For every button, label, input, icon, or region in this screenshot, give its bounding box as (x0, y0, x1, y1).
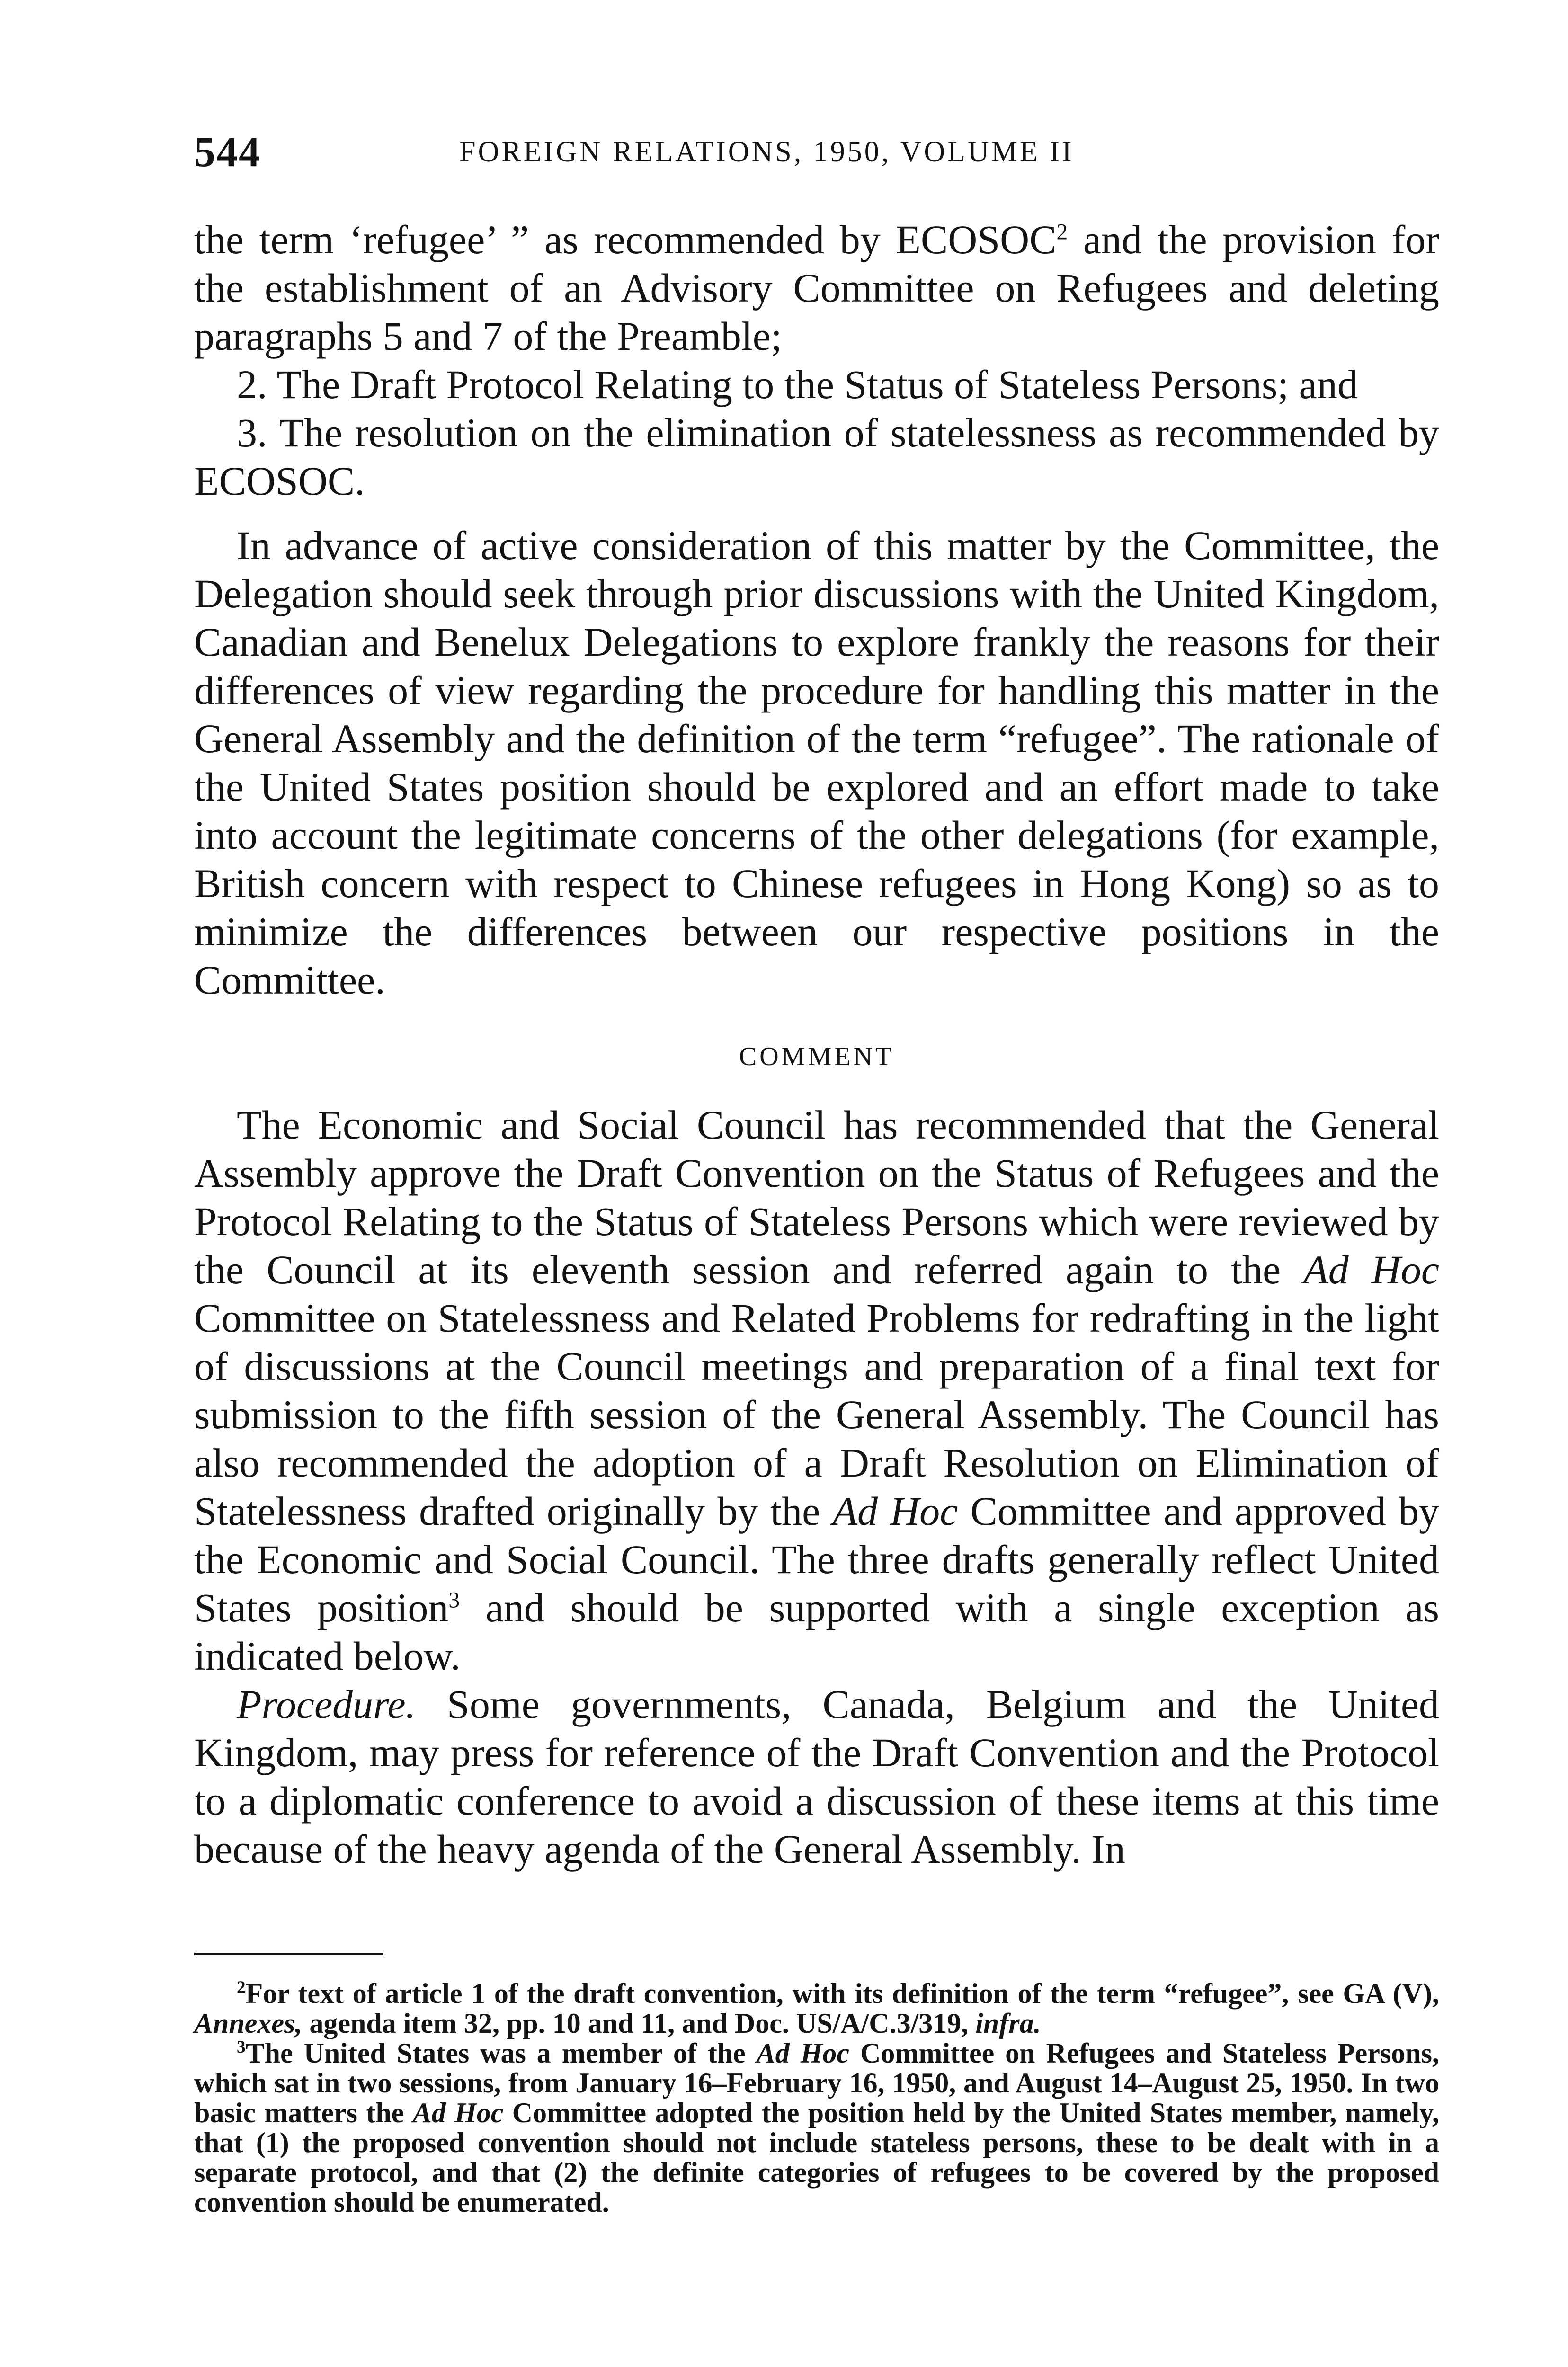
footnote-divider (194, 1953, 383, 1955)
text-run: the term ‘refugee’ ” as recommended by ECOSOC (194, 217, 1057, 262)
footnote-mark: 3 (237, 2038, 246, 2057)
italic-run: Ad Hoc (832, 1488, 958, 1534)
italic-run: Annexes, (194, 2008, 303, 2039)
running-head: FOREIGN RELATIONS, 1950, VOLUME II (459, 136, 1074, 168)
paragraph-continued (194, 215, 1439, 360)
text-run: and should be supported with a single exception as indicated below. (194, 1585, 1439, 1679)
text-run: Committee on Refugees and Stateless Persons, which sat in two sessions, from January 16–February 16, 1950, and August 14–August 25, 1950. In two basic matters the (194, 2038, 1439, 2128)
footnotes (194, 1979, 1439, 2217)
italic-run: Ad Hoc (756, 2038, 850, 2069)
text-run: Committee adopted the position held by the United States member, namely, that (1) the proposed convention should not include stateless persons, these to be dealt with in a separate protocol, and that (2) the definite categories of refugees to be covered by the proposed convention should be enumerated. (194, 2097, 1439, 2218)
footnote-mark: 2 (237, 1978, 246, 1997)
footnote-2 (194, 1979, 1439, 2038)
italic-run: infra. (975, 2008, 1041, 2039)
text-run: For text of article 1 of the draft convention, with its definition of the term “refugee”, see GA (V), (245, 1978, 1439, 2009)
text-run: agenda item 32, pp. 10 and 11, and Doc. US/A/C.3/319, (302, 2008, 976, 2039)
text-run: Committee on Statelessness and Related Problems for redrafting in the light of discussions at the Council meetings and preparation of a final text for submission to the fifth session of the General Assembly. The Council has also recommended the adoption of a Draft Resolution on Elimination of Statelessness drafted originally by the (194, 1295, 1439, 1534)
list-item-2: 2. The Draft Protocol Relating to the Status of Stateless Persons; and (237, 362, 1358, 407)
text-run: The Economic and Social Council has recommended that the General Assembly approve the Draft Convention on the Status of Refugees and the Protocol Relating to the Status of Stateless Persons which were reviewed by the Council at its eleventh session and referred again to the (194, 1102, 1439, 1292)
paragraph-procedure (194, 1680, 1439, 1873)
section-heading-comment: COMMENT (739, 1042, 895, 1071)
text-run: Committee and approved by the Economic and Social Council. The three drafts generally reflect United States position (194, 1488, 1440, 1630)
page-header (194, 128, 1439, 185)
italic-run: Procedure. (237, 1682, 416, 1727)
paragraph-comment (194, 1101, 1439, 1680)
text-run: The United States was a member of the (245, 2038, 757, 2069)
italic-run: Ad Hoc (412, 2097, 504, 2128)
text-run: and the provision for the establishment of an Advisory Committee on Refugees and deleting paragraphs 5 and 7 of the Preamble; (194, 217, 1440, 359)
italic-run: Ad Hoc (1303, 1247, 1440, 1292)
text-run: Some governments, Canada, Belgium and the United Kingdom, may press for reference of the Draft Convention and the Protocol to a diplomatic conference to avoid a discussion of these items at this time because of the heavy agenda of the General Assembly. In (194, 1682, 1439, 1872)
paragraph-advance: In advance of active consideration of this matter by the Committee, the Delegation should seek through prior discussions with the United Kingdom, Canadian and Benelux Delegations to explore frankly the reasons for their differences of view regarding the procedure for handling this matter in the General Assembly and the definition of the term “refugee”. The rationale of the United States position should be explored and an effort made to take into account the legitimate concerns of the other delegations (for example, British concern with respect to Chinese refugees in Hong Kong) so as to minimize the differences between our respective positions in the Committee. (194, 523, 1439, 1003)
page-number: 544 (194, 129, 261, 176)
footnote-ref-2: 2 (1056, 220, 1068, 245)
footnote-3 (194, 2038, 1439, 2217)
body-text (194, 215, 1439, 1873)
footnote-ref-3: 3 (448, 1588, 460, 1613)
list-item-3: 3. The resolution on the elimination of statelessness as recommended by ECOSOC. (194, 410, 1439, 504)
